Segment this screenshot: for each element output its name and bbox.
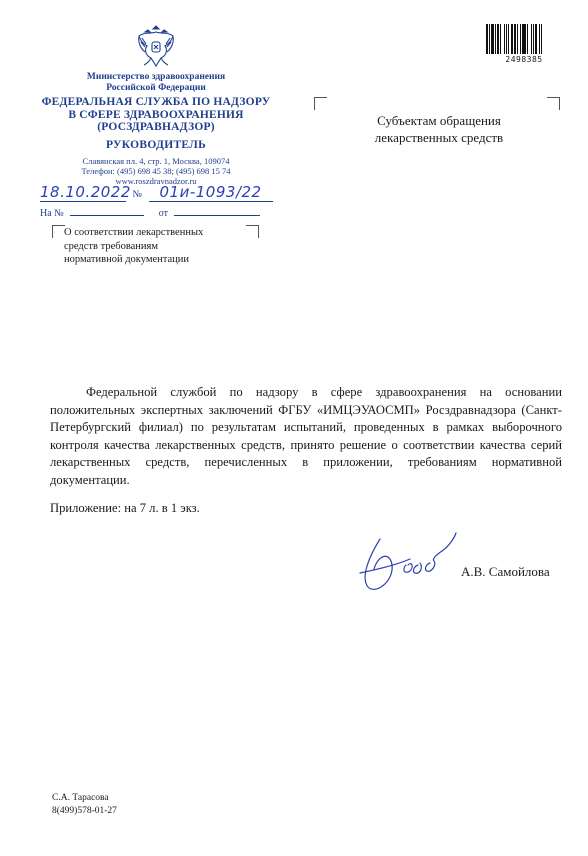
agency-name xyxy=(40,96,272,134)
subject-line-2: средств требованиям xyxy=(64,240,159,252)
agency-line-3: (РОСЗДРАВНАДЗОР) xyxy=(97,121,215,133)
barcode xyxy=(486,24,562,54)
ministry-name xyxy=(40,72,272,94)
reply-to-label: На № xyxy=(40,208,64,219)
head-title: РУКОВОДИТЕЛЬ xyxy=(105,139,207,151)
reply-to-number-blank xyxy=(70,205,144,216)
number-sign: № xyxy=(132,189,143,200)
barcode-bar xyxy=(542,24,543,54)
addressee-line-1: Субъектам обращения xyxy=(377,113,501,128)
subject-line-3: нормативной документации xyxy=(64,254,190,265)
body-paragraph: Федеральной службой по надзору в сфере здравоохранения на основании положительных экспертных заключений ФГБУ «ИМЦЭУАОСМП» Росздравнадзора (Санкт-Петербургский филиал) по результатам испытаний, проведенных в рамках выборочного контроля качества лекарственных средств, принято решение о соответствии качества серий лекарственных средств, перечисленных в приложении, требованиям нормативной документации. xyxy=(50,385,562,487)
agency-contacts xyxy=(40,157,272,186)
barcode-number: 2498385 xyxy=(505,55,543,64)
agency-address: Славянская пл. 4, стр. 1, Москва, 109074 xyxy=(82,156,230,166)
addressee xyxy=(334,112,544,146)
addressee-bracket-left xyxy=(314,97,327,110)
registration-number: 01и-1093/22 xyxy=(149,183,273,202)
subject-bracket-right xyxy=(246,225,259,238)
coat-of-arms-emblem xyxy=(134,22,178,70)
subject xyxy=(64,226,244,267)
subject-line-1: О соответствии лекарственных xyxy=(64,227,204,238)
signer-name: А.В. Самойлова xyxy=(461,564,550,579)
ministry-line-2: Российской Федерации xyxy=(106,83,206,93)
registration-date: 18.10.2022 xyxy=(40,183,131,201)
agency-phone: Телефон: (495) 698 45 38; (495) 698 15 74 xyxy=(81,165,231,176)
executor-phone: 8(499)578-01-27 xyxy=(52,806,117,816)
agency-website: www.roszdravnadzor.ru xyxy=(115,175,197,186)
registration-line xyxy=(40,183,280,201)
ministry-line-1: Министерство здравоохранения xyxy=(86,72,226,82)
addressee-bracket-right xyxy=(547,97,560,110)
addressee-line-2: лекарственных средств xyxy=(374,130,504,145)
from-label: от xyxy=(158,208,168,219)
reply-to-line xyxy=(40,205,280,219)
executor-info xyxy=(52,792,117,818)
agency-line-2: В СФЕРЕ ЗДРАВООХРАНЕНИЯ xyxy=(68,108,244,121)
from-date-blank xyxy=(174,205,260,216)
executor-name: С.А. Тарасова xyxy=(52,793,109,803)
agency-line-1: ФЕДЕРАЛЬНАЯ СЛУЖБА ПО НАДЗОРУ xyxy=(41,96,271,108)
handwritten-signature xyxy=(350,525,470,605)
appendix-note: Приложение: на 7 л. в 1 экз. xyxy=(50,501,200,515)
